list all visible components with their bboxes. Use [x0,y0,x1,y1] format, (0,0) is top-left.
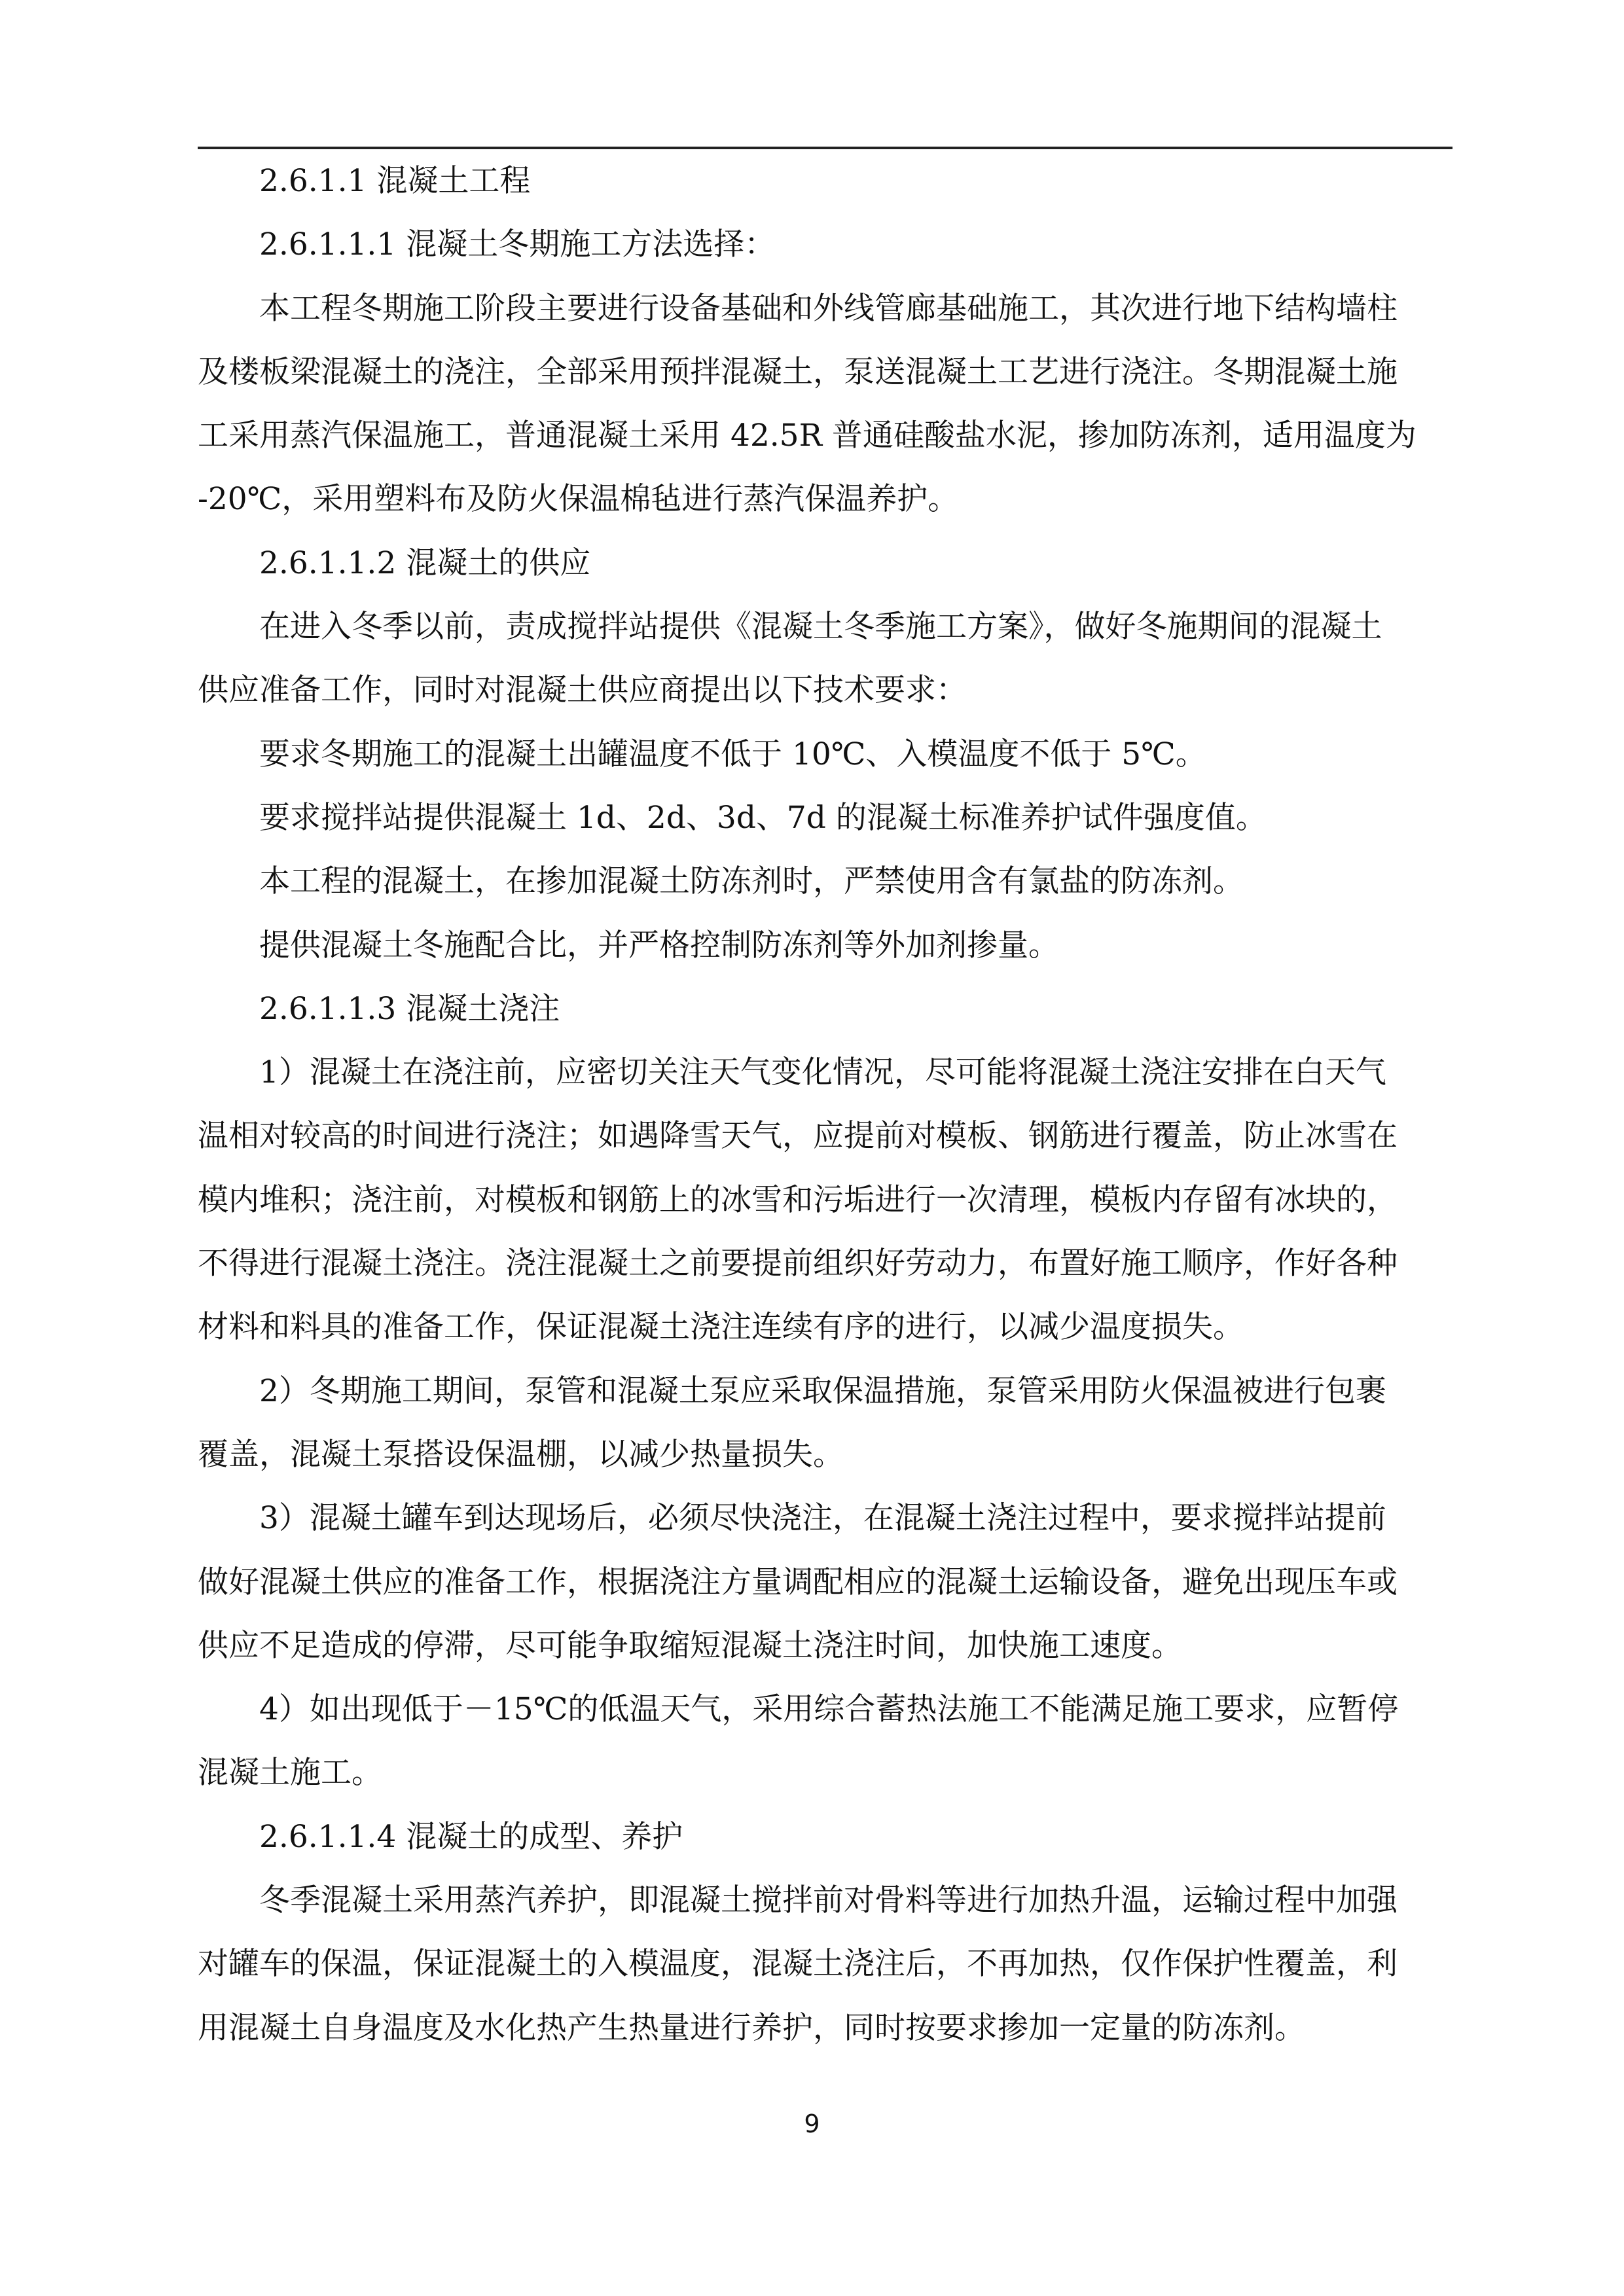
paragraph-line: 不得进行混凝土浇注。浇注混凝土之前要提前组织好劳动力，布置好施工顺序，作好各种 [198,1246,1398,1282]
page-number: 9 [804,2109,820,2138]
paragraph-line: 本工程冬期施工阶段主要进行设备基础和外线管廊基础施工，其次进行地下结构墙柱 [259,290,1398,327]
paragraph-line: 用混凝土自身温度及水化热产生热量进行养护，同时按要求掺加一定量的防冻剂。 [198,2009,1305,2046]
paragraph-line: 在进入冬季以前，责成搅拌站提供《混凝土冬季施工方案》，做好冬施期间的混凝土 [259,609,1382,645]
paragraph-line: -20℃，采用塑料布及防火保温棉毡进行蒸汽保温养护。 [198,481,959,518]
paragraph-line: 1）混凝土在浇注前，应密切关注天气变化情况，尽可能将混凝土浇注安排在白天气 [259,1054,1386,1091]
paragraph-line: 要求冬期施工的混凝土出罐温度不低于 10℃、入模温度不低于 5℃。 [259,736,1206,772]
subsection-heading: 2.6.1.1.4 混凝土的成型、养护 [259,1818,683,1855]
paragraph-line: 3）混凝土罐车到达现场后，必须尽快浇注，在混凝土浇注过程中，要求搅拌站提前 [259,1500,1386,1537]
paragraph-line: 冬季混凝土采用蒸汽养护，即混凝土搅拌前对骨料等进行加热升温，运输过程中加强 [259,1882,1398,1919]
paragraph-line: 工采用蒸汽保温施工，普通混凝土采用 42.5R 普通硅酸盐水泥，掺加防冻剂，适用温度为 [198,418,1416,454]
paragraph-line: 2）冬期施工期间，泵管和混凝土泵应采取保温措施，泵管采用防火保温被进行包裹 [259,1372,1386,1409]
paragraph-line: 4）如出现低于－15℃的低温天气，采用综合蓄热法施工不能满足施工要求，应暂停 [259,1691,1399,1728]
paragraph-line: 温相对较高的时间进行浇注；如遇降雪天气，应提前对模板、钢筋进行覆盖，防止冰雪在 [198,1118,1398,1155]
paragraph-line: 供应准备工作，同时对混凝土供应商提出以下技术要求： [198,672,967,709]
paragraph-line: 提供混凝土冬施配合比，并严格控制防冻剂等外加剂掺量。 [259,927,1059,963]
paragraph-line: 对罐车的保温，保证混凝土的入模温度，混凝土浇注后，不再加热，仅作保护性覆盖，利 [198,1946,1398,1982]
paragraph-line: 混凝土施工。 [198,1755,382,1791]
section-heading: 2.6.1.1 混凝土工程 [259,163,531,199]
paragraph-line: 材料和料具的准备工作，保证混凝土浇注连续有序的进行，以减少温度损失。 [198,1309,1244,1346]
document-body [198,149,1453,2060]
subsection-heading: 2.6.1.1.3 混凝土浇注 [259,990,560,1027]
paragraph-line: 覆盖，混凝土泵搭设保温棚，以减少热量损失。 [198,1436,844,1473]
subsection-heading: 2.6.1.1.1 混凝土冬期施工方法选择： [259,226,776,263]
paragraph-line: 做好混凝土供应的准备工作，根据浇注方量调配相应的混凝土运输设备，避免出现压车或 [198,1564,1398,1600]
subsection-heading: 2.6.1.1.2 混凝土的供应 [259,545,591,581]
paragraph-line: 模内堆积；浇注前，对模板和钢筋上的冰雪和污垢进行一次清理，模板内存留有冰块的， [198,1181,1398,1218]
paragraph-line: 供应不足造成的停滞，尽可能争取缩短混凝土浇注时间，加快施工速度。 [198,1627,1182,1664]
paragraph-line: 及楼板梁混凝土的浇注，全部采用预拌混凝土，泵送混凝土工艺进行浇注。冬期混凝土施 [198,353,1398,390]
paragraph-line: 本工程的混凝土，在掺加混凝土防冻剂时，严禁使用含有氯盐的防冻剂。 [259,863,1244,900]
paragraph-line: 要求搅拌站提供混凝土 1d、2d、3d、7d 的混凝土标准养护试件强度值。 [259,799,1267,836]
